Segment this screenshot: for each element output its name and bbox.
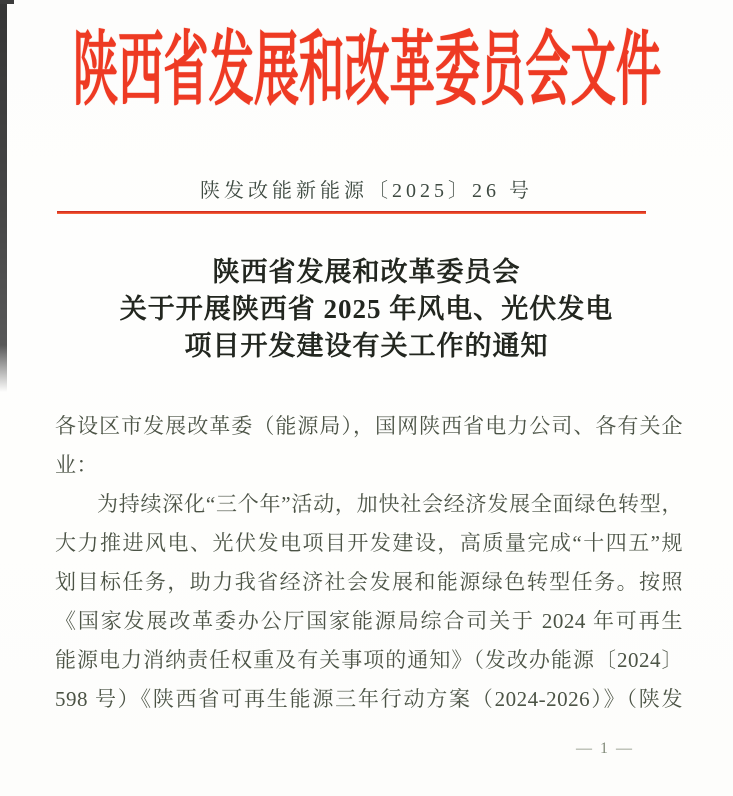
notice-title-line-3: 项目开发建设有关工作的通知 xyxy=(184,331,549,361)
body-line-paragraph: 598 号）《陕西省可再生能源三年行动方案（2024-2026）》（陕发 xyxy=(55,687,683,711)
agency-masthead-text: 陕西省发展和改革委员会文件 xyxy=(72,24,661,115)
body-line-salutation-wrap: 业： xyxy=(55,453,98,477)
notice-title xyxy=(0,254,733,365)
document-reference-number: 陕发改能新能源〔2025〕26 号 xyxy=(200,180,533,202)
notice-title-line-1: 陕西省发展和改革委员会 xyxy=(212,257,521,287)
notice-title-line-2: 关于开展陕西省 2025 年风电、光伏发电 xyxy=(119,294,614,324)
red-separator-rule xyxy=(57,211,646,214)
body-line-paragraph: 《国家发展改革委办公厅国家能源局综合司关于 2024 年可再生 xyxy=(55,609,683,633)
scan-edge-corner-artifact xyxy=(0,0,14,4)
agency-masthead xyxy=(0,12,733,114)
body-line-paragraph: 大力推进风电、光伏发电项目开发建设，高质量完成“十四五”规 xyxy=(55,531,683,555)
body-line-salutation: 各设区市发展改革委（能源局），国网陕西省电力公司、各有关企 xyxy=(55,414,683,438)
body-line-paragraph: 为持续深化“三个年”活动，加快社会经济发展全面绿色转型， xyxy=(97,492,683,516)
body-line-paragraph: 能源电力消纳责任权重及有关事项的通知》（发改办能源〔2024〕 xyxy=(55,648,683,672)
page-number: — 1 — xyxy=(576,740,634,757)
body-line-paragraph: 划目标任务，助力我省经济社会发展和能源绿色转型任务。按照 xyxy=(55,570,683,594)
document-body xyxy=(55,407,683,719)
